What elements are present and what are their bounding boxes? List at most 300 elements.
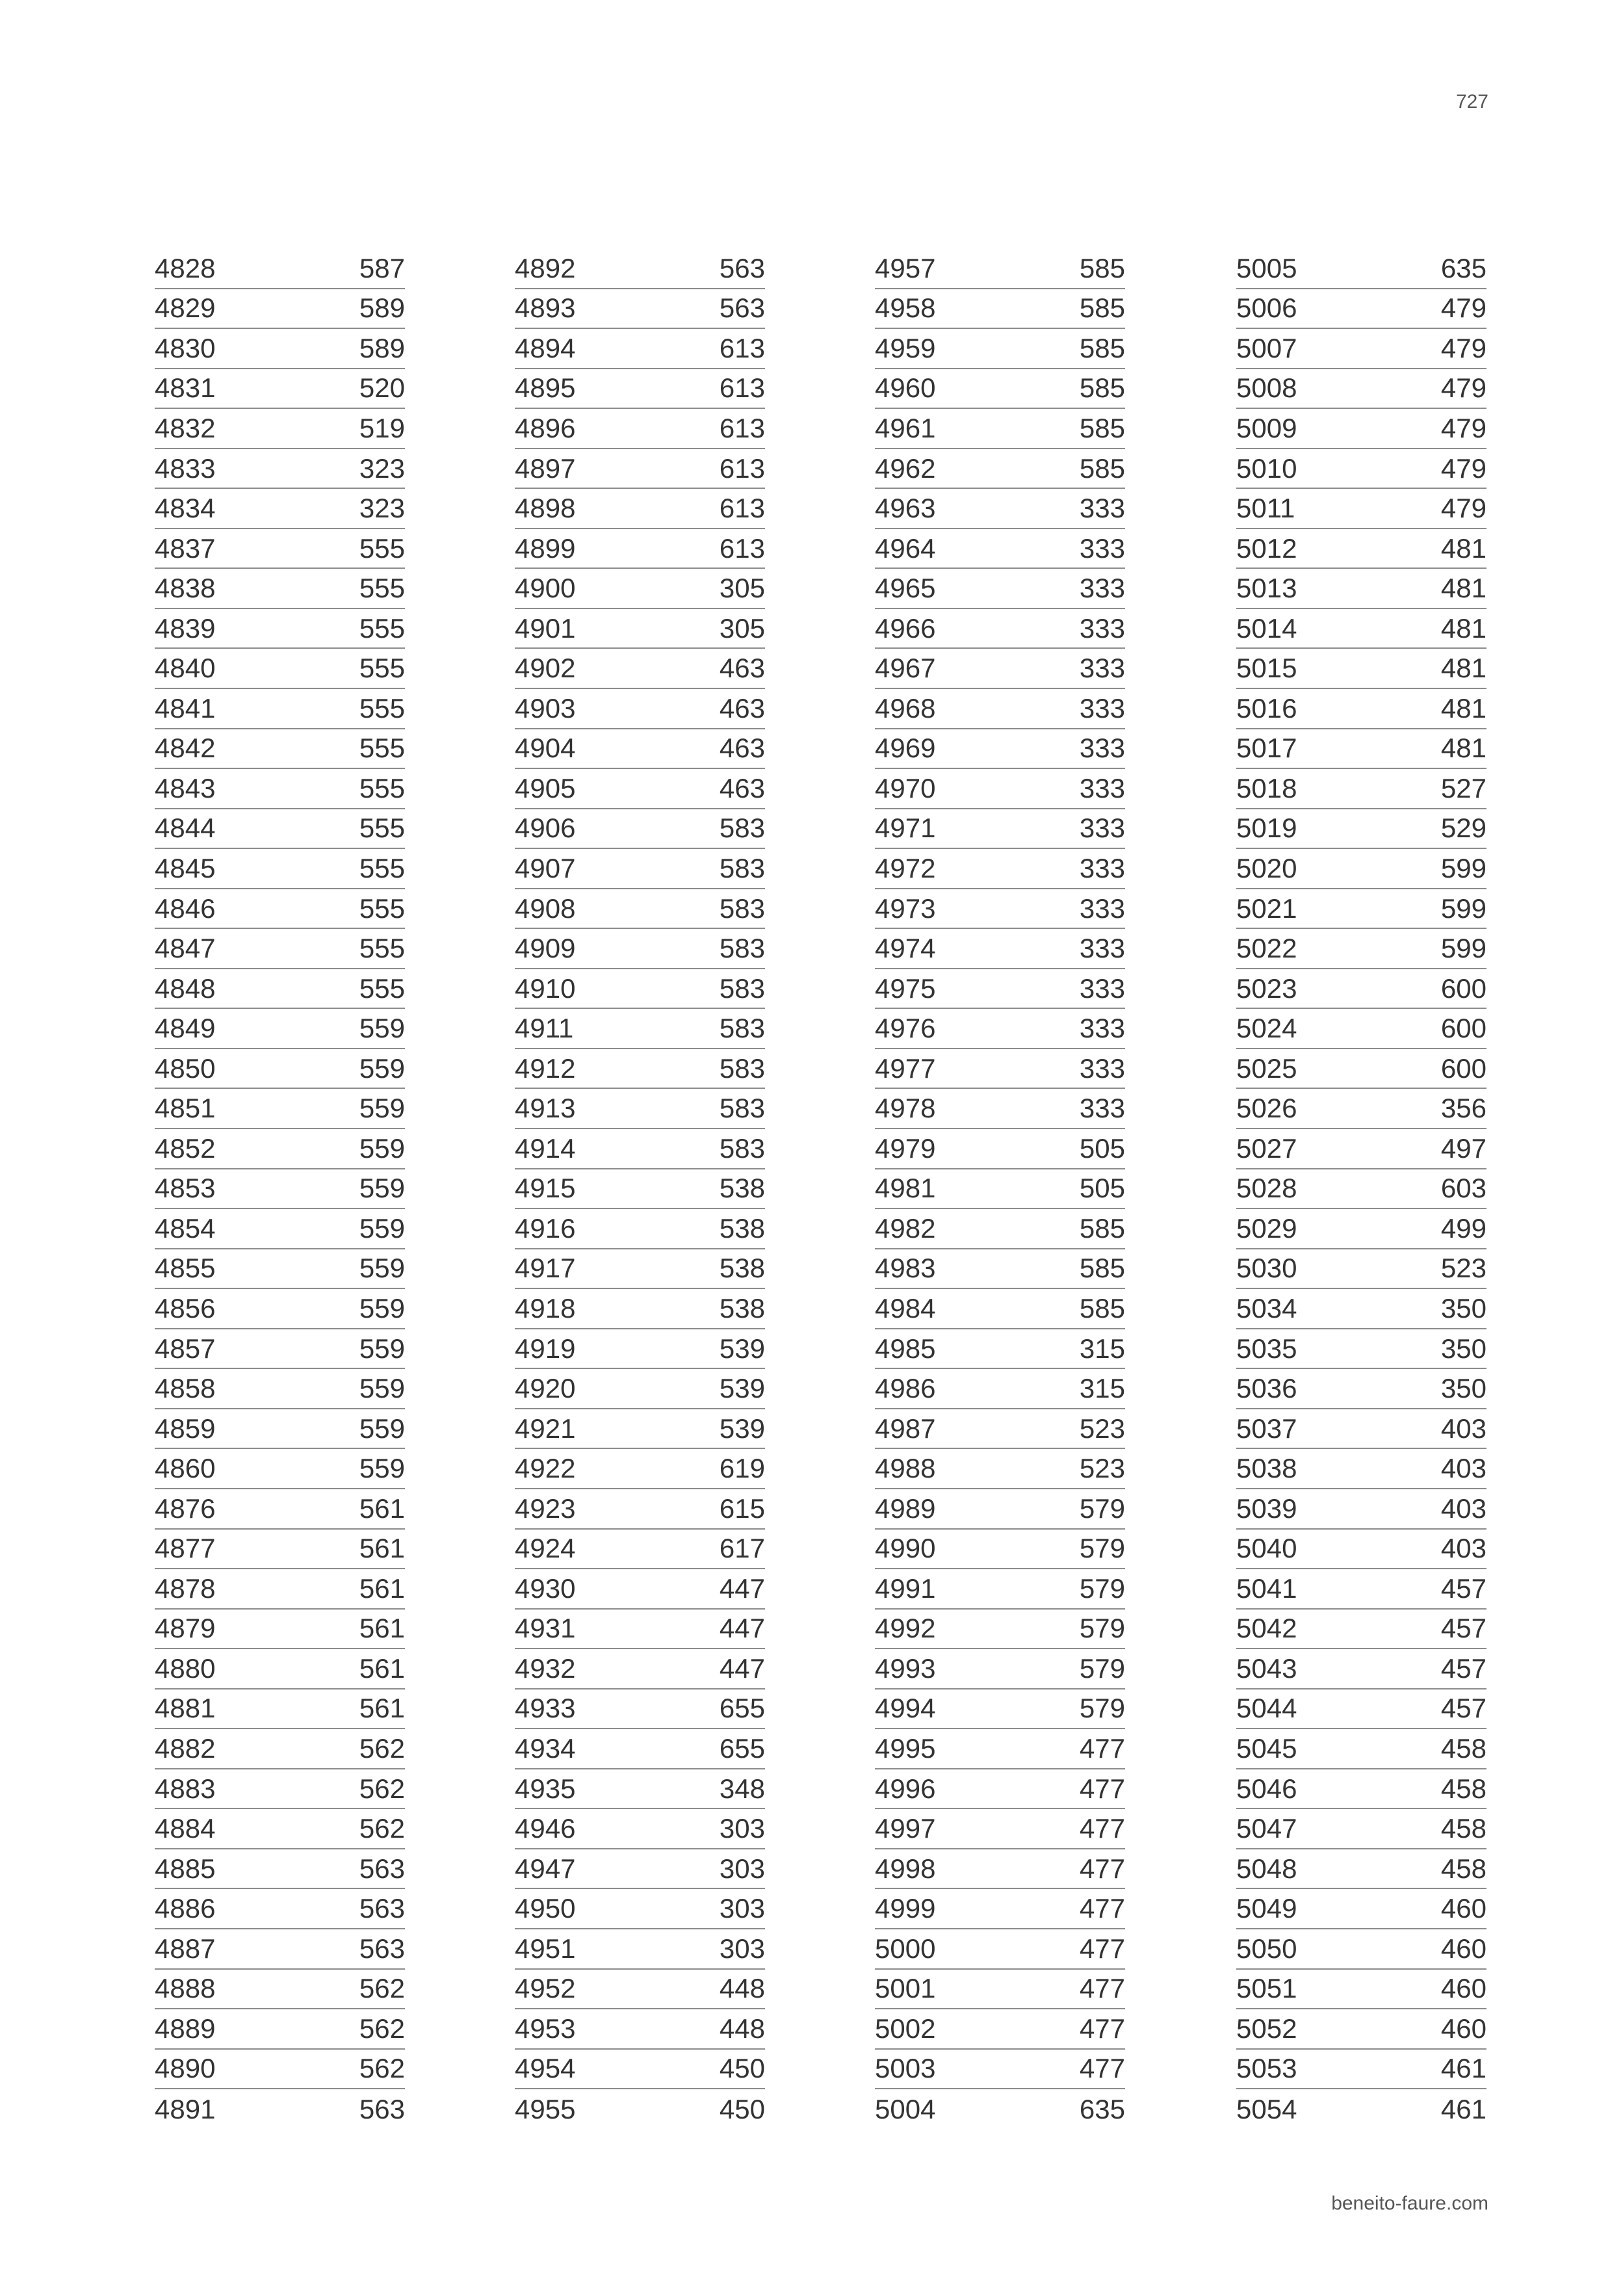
table-row	[515, 1089, 765, 1129]
page-reference: 447	[719, 1652, 765, 1684]
reference-number: 5010	[1236, 452, 1297, 484]
reference-number: 5006	[1236, 293, 1297, 324]
page-reference: 333	[1079, 852, 1125, 883]
table-row	[875, 569, 1125, 609]
table-row	[1236, 849, 1487, 889]
page-reference: 505	[1079, 1173, 1125, 1204]
table-row	[155, 1049, 405, 1089]
reference-number: 4901	[515, 612, 576, 644]
reference-number: 5022	[1236, 933, 1297, 964]
table-row	[515, 1569, 765, 1610]
table-row	[1236, 369, 1487, 410]
page-reference: 561	[359, 1493, 405, 1524]
page-reference: 333	[1079, 893, 1125, 924]
page-reference: 479	[1440, 412, 1487, 443]
reference-number: 4848	[155, 972, 216, 1004]
page-reference: 585	[1079, 372, 1125, 404]
reference-number: 4889	[155, 2013, 216, 2044]
page-reference: 555	[359, 733, 405, 764]
reference-number: 4850	[155, 1052, 216, 1084]
reference-number: 5009	[1236, 412, 1297, 443]
reference-number: 4907	[515, 852, 576, 883]
page-reference: 479	[1440, 293, 1487, 324]
page-reference: 585	[1079, 412, 1125, 443]
page-reference: 323	[359, 493, 405, 524]
page-reference: 587	[359, 252, 405, 283]
table-row	[155, 729, 405, 770]
table-row	[1236, 969, 1487, 1010]
table-row	[155, 329, 405, 369]
page-reference: 333	[1079, 1013, 1125, 1044]
page-reference: 562	[359, 2053, 405, 2084]
page-reference: 305	[719, 612, 765, 644]
table-row	[515, 1249, 765, 1290]
reference-number: 4919	[515, 1333, 576, 1364]
reference-number: 4969	[875, 733, 936, 764]
page-reference: 477	[1079, 2013, 1125, 2044]
reference-number: 4914	[515, 1132, 576, 1164]
page-reference: 563	[359, 2093, 405, 2124]
page-reference: 555	[359, 653, 405, 684]
table-row	[1236, 329, 1487, 369]
page-reference: 333	[1079, 493, 1125, 524]
page-reference: 461	[1440, 2053, 1487, 2084]
table-row	[875, 1769, 1125, 1810]
page-reference: 561	[359, 1613, 405, 1644]
reference-number: 4844	[155, 813, 216, 844]
table-row	[1236, 409, 1487, 449]
reference-number: 5042	[1236, 1613, 1297, 1644]
page-reference: 505	[1079, 1132, 1125, 1164]
reference-number: 5052	[1236, 2013, 1297, 2044]
reference-number: 4880	[155, 1652, 216, 1684]
reference-number: 4854	[155, 1212, 216, 1244]
reference-number: 4918	[515, 1292, 576, 1324]
page-reference: 333	[1079, 772, 1125, 803]
page-reference: 458	[1440, 1853, 1487, 1884]
page-reference: 333	[1079, 532, 1125, 564]
page-reference: 579	[1079, 1693, 1125, 1724]
page-reference: 481	[1440, 653, 1487, 684]
table-row	[1236, 1249, 1487, 1290]
reference-number: 5043	[1236, 1652, 1297, 1684]
reference-number: 4851	[155, 1093, 216, 1124]
page-reference: 563	[359, 1853, 405, 1884]
table-row	[155, 849, 405, 889]
table-row	[155, 2050, 405, 2090]
table-row	[515, 1889, 765, 1929]
reference-number: 5036	[1236, 1373, 1297, 1404]
table-row	[1236, 689, 1487, 729]
table-row	[875, 1849, 1125, 1890]
table-row	[875, 1569, 1125, 1610]
reference-number: 4954	[515, 2053, 576, 2084]
page-reference: 305	[719, 573, 765, 604]
page-reference: 403	[1440, 1453, 1487, 1484]
page-reference: 460	[1440, 1933, 1487, 1964]
page-reference: 519	[359, 412, 405, 443]
table-row	[155, 1449, 405, 1489]
page-reference: 563	[719, 293, 765, 324]
table-row	[875, 809, 1125, 850]
index-column-3	[875, 249, 1125, 2130]
reference-number: 4947	[515, 1853, 576, 1884]
table-row	[875, 1530, 1125, 1570]
table-row	[875, 1689, 1125, 1730]
table-row	[1236, 1809, 1487, 1849]
table-row	[1236, 249, 1487, 289]
table-row	[155, 1649, 405, 1689]
page-reference: 635	[1079, 2093, 1125, 2124]
table-row	[515, 1169, 765, 1210]
reference-number: 4890	[155, 2053, 216, 2084]
table-row	[875, 2050, 1125, 2090]
table-row	[1236, 1970, 1487, 2010]
reference-number: 4984	[875, 1292, 936, 1324]
page-reference: 333	[1079, 692, 1125, 724]
table-row	[875, 1169, 1125, 1210]
table-row	[155, 369, 405, 410]
table-row	[1236, 1009, 1487, 1049]
reference-number: 4923	[515, 1493, 576, 1524]
page-reference: 303	[719, 1813, 765, 1844]
reference-number: 4981	[875, 1173, 936, 1204]
table-row	[1236, 2050, 1487, 2090]
table-row	[515, 1489, 765, 1530]
reference-number: 4849	[155, 1013, 216, 1044]
reference-number: 5021	[1236, 893, 1297, 924]
table-row	[1236, 1729, 1487, 1769]
reference-number: 4859	[155, 1413, 216, 1444]
reference-number: 5037	[1236, 1413, 1297, 1444]
table-row	[155, 489, 405, 529]
reference-number: 4957	[875, 252, 936, 283]
page-reference: 447	[719, 1572, 765, 1604]
reference-number: 4921	[515, 1413, 576, 1444]
table-row	[515, 1929, 765, 1970]
table-row	[1236, 1569, 1487, 1610]
reference-number: 5023	[1236, 972, 1297, 1004]
index-column-1	[155, 249, 405, 2130]
page-reference: 613	[719, 532, 765, 564]
reference-number: 4839	[155, 612, 216, 644]
page-reference: 539	[719, 1413, 765, 1444]
table-row	[155, 1169, 405, 1210]
table-row	[875, 409, 1125, 449]
page-reference: 559	[359, 1052, 405, 1084]
index-column-4	[1236, 249, 1487, 2130]
table-row	[875, 1049, 1125, 1089]
page-reference: 499	[1440, 1212, 1487, 1244]
reference-number: 4857	[155, 1333, 216, 1364]
page-reference: 463	[719, 653, 765, 684]
reference-number: 4953	[515, 2013, 576, 2044]
page-reference: 333	[1079, 1093, 1125, 1124]
reference-number: 4888	[155, 1973, 216, 2004]
page-reference: 555	[359, 692, 405, 724]
table-row	[155, 1729, 405, 1769]
page-reference: 448	[719, 1973, 765, 2004]
table-row	[875, 889, 1125, 930]
table-row	[155, 409, 405, 449]
table-row	[155, 1610, 405, 1650]
table-row	[1236, 2089, 1487, 2130]
table-row	[1236, 1409, 1487, 1450]
table-row	[1236, 1769, 1487, 1810]
reference-number: 4853	[155, 1173, 216, 1204]
page-reference: 613	[719, 372, 765, 404]
page-reference: 635	[1440, 252, 1487, 283]
table-row	[515, 1689, 765, 1730]
reference-number: 4996	[875, 1773, 936, 1804]
page-reference: 333	[1079, 653, 1125, 684]
reference-number: 4935	[515, 1773, 576, 1804]
table-row	[1236, 1689, 1487, 1730]
table-row	[515, 689, 765, 729]
table-row	[1236, 569, 1487, 609]
reference-number: 4961	[875, 412, 936, 443]
page-reference: 555	[359, 852, 405, 883]
table-row	[875, 1970, 1125, 2010]
table-row	[515, 2050, 765, 2090]
page-reference: 479	[1440, 452, 1487, 484]
reference-number: 4999	[875, 1893, 936, 1924]
reference-number: 4913	[515, 1093, 576, 1124]
table-row	[515, 929, 765, 969]
page-reference: 477	[1079, 1933, 1125, 1964]
page-reference: 615	[719, 1493, 765, 1524]
table-row	[155, 609, 405, 649]
page-reference: 448	[719, 2013, 765, 2044]
reference-number: 4902	[515, 653, 576, 684]
table-row	[155, 1970, 405, 2010]
reference-number: 4900	[515, 573, 576, 604]
page-reference: 457	[1440, 1572, 1487, 1604]
reference-number: 5026	[1236, 1093, 1297, 1124]
table-row	[1236, 449, 1487, 489]
page-reference: 655	[719, 1693, 765, 1724]
table-row	[1236, 1089, 1487, 1129]
page-reference: 555	[359, 573, 405, 604]
table-row	[1236, 489, 1487, 529]
page-reference: 583	[719, 893, 765, 924]
page-reference: 403	[1440, 1413, 1487, 1444]
page-reference: 315	[1079, 1373, 1125, 1404]
footer-url[interactable]: beneito-faure.com	[1331, 2193, 1488, 2214]
table-row	[155, 529, 405, 569]
reference-number: 4973	[875, 893, 936, 924]
page-reference: 583	[719, 1132, 765, 1164]
reference-number: 4966	[875, 612, 936, 644]
table-row	[515, 2009, 765, 2050]
reference-number: 5027	[1236, 1132, 1297, 1164]
table-row	[1236, 1530, 1487, 1570]
page-reference: 333	[1079, 972, 1125, 1004]
reference-number: 4924	[515, 1533, 576, 1564]
page-reference: 529	[1440, 813, 1487, 844]
page-reference: 460	[1440, 1893, 1487, 1924]
page-reference: 463	[719, 733, 765, 764]
index-column-2	[515, 249, 765, 2130]
table-row	[515, 409, 765, 449]
table-row	[875, 1329, 1125, 1370]
table-row	[515, 729, 765, 770]
table-row	[1236, 1049, 1487, 1089]
reference-number: 4837	[155, 532, 216, 564]
page-reference: 356	[1440, 1093, 1487, 1124]
page-reference: 538	[719, 1173, 765, 1204]
reference-number: 4986	[875, 1373, 936, 1404]
page-reference: 538	[719, 1253, 765, 1284]
page-reference: 458	[1440, 1733, 1487, 1764]
table-row	[875, 1449, 1125, 1489]
reference-number: 5001	[875, 1973, 936, 2004]
reference-number: 4988	[875, 1453, 936, 1484]
page-reference: 583	[719, 852, 765, 883]
page-reference: 561	[359, 1572, 405, 1604]
reference-number: 4887	[155, 1933, 216, 1964]
reference-number: 4971	[875, 813, 936, 844]
table-row	[155, 1129, 405, 1169]
page-reference: 563	[359, 1933, 405, 1964]
table-row	[875, 1129, 1125, 1169]
table-row	[875, 929, 1125, 969]
table-row	[515, 289, 765, 330]
reference-number: 4959	[875, 332, 936, 363]
table-row	[515, 1970, 765, 2010]
page-reference: 559	[359, 1333, 405, 1364]
reference-number: 4994	[875, 1693, 936, 1724]
reference-number: 4987	[875, 1413, 936, 1444]
page-reference: 579	[1079, 1533, 1125, 1564]
reference-number: 5025	[1236, 1052, 1297, 1084]
page-reference: 555	[359, 933, 405, 964]
table-row	[1236, 1449, 1487, 1489]
table-row	[1236, 1369, 1487, 1409]
page-reference: 333	[1079, 612, 1125, 644]
reference-number: 5011	[1236, 493, 1295, 524]
page-reference: 562	[359, 1813, 405, 1844]
page-reference: 561	[359, 1652, 405, 1684]
reference-number: 4856	[155, 1292, 216, 1324]
reference-number: 5007	[1236, 332, 1297, 363]
reference-number: 4931	[515, 1613, 576, 1644]
reference-number: 4882	[155, 1733, 216, 1764]
table-row	[515, 809, 765, 850]
table-row	[155, 1530, 405, 1570]
reference-number: 4946	[515, 1813, 576, 1844]
reference-number: 5045	[1236, 1733, 1297, 1764]
page-reference: 559	[359, 1173, 405, 1204]
table-row	[875, 1209, 1125, 1249]
table-row	[875, 1369, 1125, 1409]
reference-number: 4895	[515, 372, 576, 404]
reference-number: 4842	[155, 733, 216, 764]
table-row	[515, 1289, 765, 1329]
reference-number: 4993	[875, 1652, 936, 1684]
table-row	[515, 1769, 765, 1810]
table-row	[875, 1610, 1125, 1650]
table-row	[875, 249, 1125, 289]
reference-number: 5013	[1236, 573, 1297, 604]
table-row	[515, 1049, 765, 1089]
table-row	[155, 2089, 405, 2130]
reference-number: 4892	[515, 252, 576, 283]
reference-number: 4964	[875, 532, 936, 564]
page-reference: 585	[1079, 1292, 1125, 1324]
reference-number: 4967	[875, 653, 936, 684]
table-row	[1236, 889, 1487, 930]
table-row	[1236, 809, 1487, 850]
page-reference: 481	[1440, 692, 1487, 724]
reference-number: 4952	[515, 1973, 576, 2004]
table-row	[155, 649, 405, 689]
page-reference: 559	[359, 1453, 405, 1484]
reference-number: 5019	[1236, 813, 1297, 844]
reference-number: 4976	[875, 1013, 936, 1044]
reference-number: 4920	[515, 1373, 576, 1404]
page-reference: 477	[1079, 1733, 1125, 1764]
page-reference: 559	[359, 1253, 405, 1284]
reference-number: 5014	[1236, 612, 1297, 644]
page-reference: 460	[1440, 2013, 1487, 2044]
reference-number: 4832	[155, 412, 216, 443]
page-reference: 350	[1440, 1333, 1487, 1364]
page-reference: 350	[1440, 1373, 1487, 1404]
reference-number: 4845	[155, 852, 216, 883]
page-reference: 450	[719, 2093, 765, 2124]
page-reference: 561	[359, 1693, 405, 1724]
page-reference: 585	[1079, 252, 1125, 283]
reference-number: 5039	[1236, 1493, 1297, 1524]
page-reference: 613	[719, 332, 765, 363]
reference-number: 4997	[875, 1813, 936, 1844]
reference-number: 4840	[155, 653, 216, 684]
page-reference: 583	[719, 933, 765, 964]
page-reference: 562	[359, 2013, 405, 2044]
reference-number: 4831	[155, 372, 216, 404]
page-reference: 559	[359, 1212, 405, 1244]
page-reference: 599	[1440, 933, 1487, 964]
table-row	[515, 1449, 765, 1489]
reference-number: 4838	[155, 573, 216, 604]
page-reference: 589	[359, 332, 405, 363]
table-row	[515, 849, 765, 889]
table-row	[155, 569, 405, 609]
reference-number: 5046	[1236, 1773, 1297, 1804]
page-reference: 559	[359, 1132, 405, 1164]
reference-number: 4978	[875, 1093, 936, 1124]
reference-number: 4989	[875, 1493, 936, 1524]
reference-number: 5049	[1236, 1893, 1297, 1924]
table-row	[515, 489, 765, 529]
reference-number: 4858	[155, 1373, 216, 1404]
table-row	[1236, 1329, 1487, 1370]
page-reference: 303	[719, 1893, 765, 1924]
page-reference: 520	[359, 372, 405, 404]
table-row	[515, 1329, 765, 1370]
table-row	[155, 1769, 405, 1810]
reference-number: 4904	[515, 733, 576, 764]
page-reference: 333	[1079, 813, 1125, 844]
page-reference: 481	[1440, 733, 1487, 764]
reference-number: 5005	[1236, 252, 1297, 283]
table-row	[1236, 1489, 1487, 1530]
table-row	[515, 609, 765, 649]
page-reference: 460	[1440, 1973, 1487, 2004]
reference-number: 5029	[1236, 1212, 1297, 1244]
page-reference: 458	[1440, 1773, 1487, 1804]
